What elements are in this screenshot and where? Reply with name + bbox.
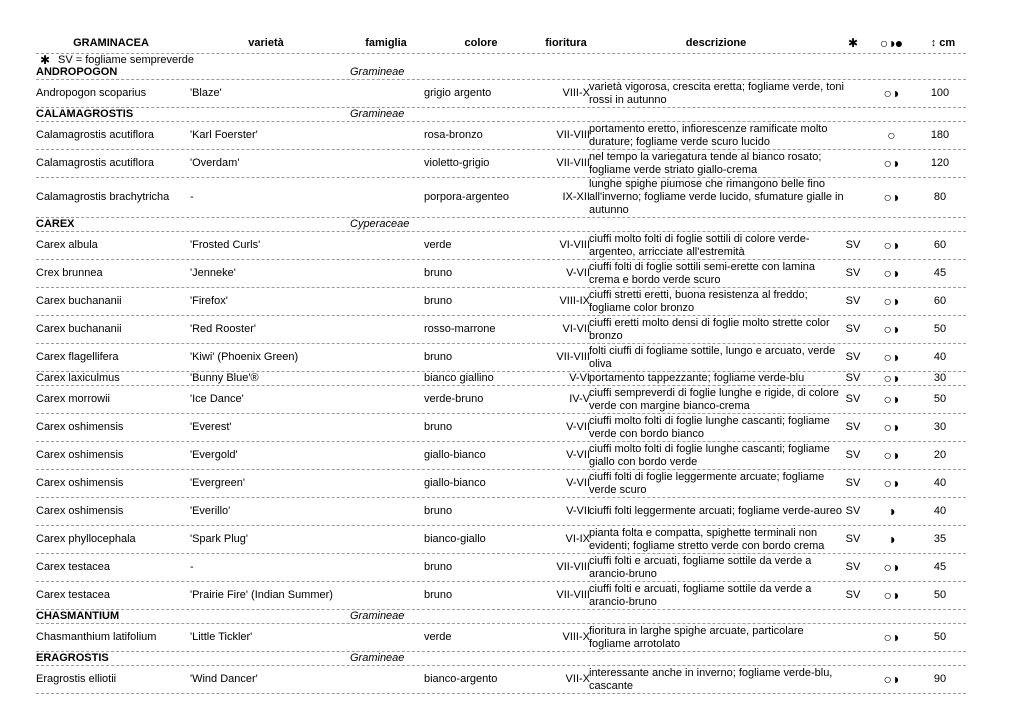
family-name: Gramineae bbox=[350, 652, 405, 664]
description: folti ciuffi di fogliame sottile, lungo e arcuato, verde oliva bbox=[589, 344, 836, 370]
flowering-period: V-VII bbox=[566, 421, 590, 433]
exposure-icon: ○◑ bbox=[883, 349, 899, 365]
flowering-period: VIII-X bbox=[562, 87, 590, 99]
flower-color: violetto-grigio bbox=[424, 157, 490, 169]
species-name: Calamagrostis acutiflora bbox=[36, 157, 154, 169]
exposure-icon: ○◑ bbox=[883, 559, 899, 575]
table-row bbox=[36, 414, 966, 442]
group-row bbox=[36, 108, 966, 122]
table-row bbox=[36, 386, 966, 414]
genus-name: CAREX bbox=[36, 218, 75, 230]
table-row bbox=[36, 150, 966, 178]
description: portamento eretto, infiorescenze ramificate molto durature; fogliame verde scuro lucido bbox=[589, 122, 828, 148]
evergreen-flag: SV bbox=[845, 449, 861, 461]
exposure-icon: ○◑ bbox=[883, 237, 899, 253]
exposure-icon: ○◑ bbox=[883, 155, 899, 171]
evergreen-flag: SV bbox=[845, 393, 861, 405]
height-value: 50 bbox=[933, 393, 947, 405]
exposure-icon: ○◑ bbox=[883, 293, 899, 309]
legend bbox=[36, 54, 966, 66]
species-name: Crex brunnea bbox=[36, 267, 103, 279]
header-description: descrizione bbox=[685, 37, 747, 49]
species-name: Carex oshimensis bbox=[36, 505, 124, 517]
header-flowering: fioritura bbox=[545, 37, 587, 49]
table-row bbox=[36, 122, 966, 150]
description: interessante anche in inverno; fogliame verde-blu, cascante bbox=[589, 666, 833, 692]
flower-color: grigio argento bbox=[424, 87, 492, 99]
height-value: 80 bbox=[933, 191, 947, 203]
evergreen-flag: SV bbox=[845, 267, 861, 279]
height-value: 50 bbox=[933, 631, 947, 643]
up-down-arrow-icon: ↕ bbox=[930, 37, 937, 49]
flower-color: bruno bbox=[424, 351, 453, 363]
evergreen-flag: SV bbox=[845, 589, 861, 601]
height-value: 40 bbox=[933, 477, 947, 489]
species-name: Chasmanthium latifolium bbox=[36, 631, 157, 643]
exposure-icon: ○◑ bbox=[883, 189, 899, 205]
height-value: 40 bbox=[933, 505, 947, 517]
family-name: Cyperaceae bbox=[350, 218, 410, 230]
flower-color: rosa-bronzo bbox=[424, 129, 483, 141]
exposure-icon: ○◑ bbox=[883, 629, 899, 645]
family-name: Gramineae bbox=[350, 610, 405, 622]
evergreen-flag bbox=[842, 178, 864, 217]
flower-color: bianco giallino bbox=[424, 372, 494, 384]
height-value: 40 bbox=[933, 351, 947, 363]
variety: 'Jenneke' bbox=[190, 267, 236, 279]
table-row bbox=[36, 288, 966, 316]
exposure-icon: ○◑ bbox=[883, 671, 899, 687]
description: varietà vigorosa, crescita eretta; fogliame verde, toni rossi in autunno bbox=[589, 80, 844, 106]
asterisk-icon: ✱ bbox=[847, 36, 859, 50]
evergreen-flag: SV bbox=[845, 372, 861, 384]
evergreen-flag: SV bbox=[845, 505, 861, 517]
header-family: famiglia bbox=[365, 37, 407, 49]
evergreen-flag: SV bbox=[845, 239, 861, 251]
description: ciuffi sempreverdi di foglie lunghe e rigide, di colore verde con margine bianco-crema bbox=[589, 386, 839, 412]
description: ciuffi folti e arcuati, fogliame sottile da verde a arancio-bruno bbox=[589, 582, 812, 608]
evergreen-flag: SV bbox=[845, 295, 861, 307]
evergreen-flag bbox=[842, 122, 864, 149]
flower-color: bruno bbox=[424, 421, 453, 433]
flowering-period: V-VII bbox=[566, 477, 590, 489]
table-row bbox=[36, 316, 966, 344]
height-value: 180 bbox=[930, 129, 950, 141]
evergreen-flag bbox=[842, 150, 864, 177]
flowering-period: VII-VIII bbox=[556, 157, 590, 169]
flowering-period: V-VII bbox=[566, 449, 590, 461]
flowering-period: VIII-X bbox=[562, 631, 590, 643]
table-row bbox=[36, 178, 966, 218]
height-value: 50 bbox=[933, 323, 947, 335]
table-row bbox=[36, 470, 966, 498]
height-value: 30 bbox=[933, 421, 947, 433]
description: portamento tappezzante; fogliame verde-blu bbox=[589, 372, 805, 384]
table-row bbox=[36, 260, 966, 288]
flower-color: giallo-bianco bbox=[424, 449, 486, 461]
legend-text: SV = fogliame sempreverde bbox=[58, 54, 195, 66]
exposure-icon: ○◑ bbox=[883, 370, 899, 386]
flower-color: porpora-argenteo bbox=[424, 191, 510, 203]
flowering-period: V-VI bbox=[569, 372, 590, 384]
height-value: 90 bbox=[933, 673, 947, 685]
table-row bbox=[36, 666, 966, 694]
flower-color: rosso-marrone bbox=[424, 323, 496, 335]
variety: - bbox=[190, 561, 194, 573]
variety: 'Spark Plug' bbox=[190, 533, 249, 545]
header-height-unit: cm bbox=[939, 37, 956, 49]
species-name: Carex buchananii bbox=[36, 323, 122, 335]
group-row bbox=[36, 66, 966, 80]
exposure-icon: ◑ bbox=[887, 503, 895, 519]
header-variety: varietà bbox=[248, 37, 284, 49]
exposure-icon: ○◑ bbox=[883, 587, 899, 603]
flowering-period: VII-VIII bbox=[556, 129, 590, 141]
description: lunghe spighe piumose che rimangono belle fino all'inverno; fogliame verde lucido, sfumature gialle in autunno bbox=[589, 178, 844, 216]
species-name: Carex testacea bbox=[36, 561, 110, 573]
species-name: Carex laxiculmus bbox=[36, 372, 120, 384]
table-row bbox=[36, 80, 966, 108]
flower-color: bianco-argento bbox=[424, 673, 498, 685]
evergreen-flag bbox=[842, 80, 864, 107]
flower-color: verde bbox=[424, 631, 452, 643]
table-row bbox=[36, 442, 966, 470]
evergreen-flag: SV bbox=[845, 477, 861, 489]
species-name: Carex oshimensis bbox=[36, 449, 124, 461]
flowering-period: VI-VII bbox=[562, 323, 590, 335]
header-color: colore bbox=[464, 37, 498, 49]
height-value: 35 bbox=[933, 533, 947, 545]
exposure-icon: ○◑ bbox=[883, 391, 899, 407]
header-name: GRAMINACEA bbox=[73, 37, 149, 49]
exposure-icon: ○◑ bbox=[883, 321, 899, 337]
group-row bbox=[36, 610, 966, 624]
description: ciuffi folti di foglie sottili semi-erette con lamina crema e bordo verde scuro bbox=[589, 260, 816, 286]
exposure-icon: ○ bbox=[887, 127, 895, 143]
flower-color: giallo-bianco bbox=[424, 477, 486, 489]
table-row bbox=[36, 554, 966, 582]
exposure-icon: ○◑ bbox=[883, 475, 899, 491]
variety: 'Little Tickler' bbox=[190, 631, 253, 643]
species-name: Carex oshimensis bbox=[36, 421, 124, 433]
genus-name: CALAMAGROSTIS bbox=[36, 108, 134, 120]
species-name: Carex albula bbox=[36, 239, 98, 251]
description: ciuffi folti di foglie leggermente arcuate; fogliame verde scuro bbox=[589, 470, 825, 496]
variety: 'Wind Dancer' bbox=[190, 673, 258, 685]
exposure-icon: ○◑ bbox=[883, 447, 899, 463]
group-row bbox=[36, 218, 966, 232]
height-value: 50 bbox=[933, 589, 947, 601]
height-value: 120 bbox=[930, 157, 950, 169]
table-row bbox=[36, 232, 966, 260]
species-name: Eragrostis elliotii bbox=[36, 673, 117, 685]
species-name: Carex morrowii bbox=[36, 393, 110, 405]
flower-color: bruno bbox=[424, 561, 453, 573]
family-name: Gramineae bbox=[350, 108, 405, 120]
flower-color: verde bbox=[424, 239, 452, 251]
variety: 'Evergold' bbox=[190, 449, 238, 461]
exposure-icon: ○◑ bbox=[883, 85, 899, 101]
flower-color: bruno bbox=[424, 267, 453, 279]
description: ciuffi eretti molto densi di foglie molto strette color bronzo bbox=[589, 316, 830, 342]
variety: - bbox=[190, 191, 194, 203]
table-row bbox=[36, 582, 966, 610]
flowering-period: V-VII bbox=[566, 505, 590, 517]
variety: 'Overdam' bbox=[190, 157, 240, 169]
flowering-period: VI-IX bbox=[565, 533, 590, 545]
flowering-period: IX-XII bbox=[562, 191, 590, 203]
description: ciuffi molto folti di foglie sottili di colore verde-argenteo, arricciate all'estremità bbox=[589, 232, 810, 258]
evergreen-flag: SV bbox=[845, 533, 861, 545]
variety: 'Frosted Curls' bbox=[190, 239, 261, 251]
height-value: 45 bbox=[933, 267, 947, 279]
height-value: 45 bbox=[933, 561, 947, 573]
flowering-period: VII-X bbox=[565, 673, 590, 685]
variety: 'Everest' bbox=[190, 421, 232, 433]
group-row bbox=[36, 652, 966, 666]
table-header bbox=[36, 34, 966, 54]
exposure-icon: ○◑ bbox=[883, 419, 899, 435]
variety: 'Ice Dance' bbox=[190, 393, 244, 405]
table-row bbox=[36, 624, 966, 652]
sun-shade-icon: ○◑● bbox=[879, 35, 903, 51]
variety: 'Bunny Blue'® bbox=[190, 372, 259, 384]
flower-color: bruno bbox=[424, 505, 453, 517]
flowering-period: VII-VIII bbox=[556, 351, 590, 363]
flowering-period: VII-VIII bbox=[556, 589, 590, 601]
header-height bbox=[920, 34, 966, 53]
description: pianta folta e compatta, spighette terminali non evidenti; fogliame stretto verde con bordo crema bbox=[589, 526, 825, 552]
variety: 'Prairie Fire' (Indian Summer) bbox=[190, 589, 333, 601]
variety: 'Red Rooster' bbox=[190, 323, 256, 335]
flowering-period: V-VII bbox=[566, 267, 590, 279]
legend-asterisk-icon: ✱ bbox=[40, 53, 51, 67]
species-name: Carex flagellifera bbox=[36, 351, 119, 363]
genus-name: CHASMANTIUM bbox=[36, 610, 120, 622]
description: fioritura in larghe spighe arcuate, particolare fogliame arrotolato bbox=[589, 624, 804, 650]
family-name: Gramineae bbox=[350, 66, 405, 78]
species-name: Carex phyllocephala bbox=[36, 533, 136, 545]
description: ciuffi folti leggermente arcuati; fogliame verde-aureo bbox=[589, 505, 842, 517]
table-row bbox=[36, 526, 966, 554]
height-value: 30 bbox=[933, 372, 947, 384]
flowering-period: IV-V bbox=[569, 393, 590, 405]
exposure-icon: ○◑ bbox=[883, 265, 899, 281]
variety: 'Evergreen' bbox=[190, 477, 245, 489]
description: nel tempo la variegatura tende al bianco rosato; fogliame verde striato giallo-crema bbox=[589, 150, 822, 176]
flower-color: verde-bruno bbox=[424, 393, 484, 405]
species-name: Calamagrostis acutiflora bbox=[36, 129, 154, 141]
height-value: 60 bbox=[933, 295, 947, 307]
species-name: Carex oshimensis bbox=[36, 477, 124, 489]
variety: 'Firefox' bbox=[190, 295, 228, 307]
genus-name: ERAGROSTIS bbox=[36, 652, 109, 664]
description: ciuffi stretti eretti, buona resistenza al freddo; fogliame color bronzo bbox=[589, 288, 808, 314]
species-name: Andropogon scoparius bbox=[36, 87, 147, 99]
description: ciuffi molto folti di foglie lunghe cascanti; fogliame verde con bordo bianco bbox=[589, 414, 830, 440]
flower-color: bianco-giallo bbox=[424, 533, 486, 545]
genus-name: ANDROPOGON bbox=[36, 66, 118, 78]
plant-table bbox=[36, 34, 966, 694]
exposure-icon: ◑ bbox=[887, 531, 895, 547]
flower-color: bruno bbox=[424, 295, 453, 307]
variety: 'Everillo' bbox=[190, 505, 231, 517]
flowering-period: VIII-IX bbox=[559, 295, 590, 307]
variety: 'Blaze' bbox=[190, 87, 222, 99]
flowering-period: VI-VIII bbox=[559, 239, 590, 251]
evergreen-flag: SV bbox=[845, 421, 861, 433]
evergreen-flag bbox=[842, 666, 864, 693]
evergreen-flag: SV bbox=[845, 561, 861, 573]
description: ciuffi molto folti di foglie lunghe cascanti; fogliame giallo con bordo verde bbox=[589, 442, 830, 468]
variety: 'Kiwi' (Phoenix Green) bbox=[190, 351, 299, 363]
flower-color: bruno bbox=[424, 589, 453, 601]
evergreen-flag: SV bbox=[845, 351, 861, 363]
evergreen-flag bbox=[842, 624, 864, 651]
height-value: 20 bbox=[933, 449, 947, 461]
species-name: Carex testacea bbox=[36, 589, 110, 601]
table-row bbox=[36, 372, 966, 386]
description: ciuffi folti e arcuati, fogliame sottile da verde a arancio-bruno bbox=[589, 554, 812, 580]
table-row bbox=[36, 498, 966, 526]
table-body bbox=[36, 66, 966, 694]
variety: 'Karl Foerster' bbox=[190, 129, 258, 141]
height-value: 100 bbox=[930, 87, 950, 99]
species-name: Calamagrostis brachytricha bbox=[36, 191, 170, 203]
evergreen-flag: SV bbox=[845, 323, 861, 335]
species-name: Carex buchananii bbox=[36, 295, 122, 307]
table-row bbox=[36, 344, 966, 372]
flowering-period: VII-VIII bbox=[556, 561, 590, 573]
height-value: 60 bbox=[933, 239, 947, 251]
